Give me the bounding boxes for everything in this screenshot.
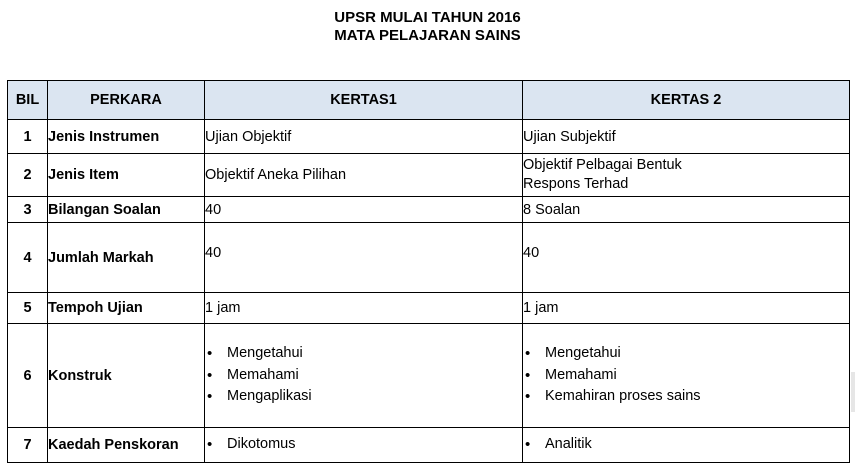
title-line-2: MATA PELAJARAN SAINS	[334, 27, 521, 44]
kertas2-line: Respons Terhad	[523, 176, 629, 192]
list-item: • Mengetahui	[205, 343, 522, 365]
row-perkara: Jumlah Markah	[48, 223, 205, 293]
row-number: 5	[8, 293, 48, 324]
kertas2-list	[523, 343, 849, 408]
kertas1-list	[205, 434, 522, 456]
kertas2-value: 1 jam	[523, 293, 850, 324]
exam-format-table	[7, 80, 850, 463]
row-number: 1	[8, 120, 48, 154]
list-item: • Memahami	[523, 365, 849, 387]
list-item: • Dikotomus	[205, 434, 522, 456]
table-row	[8, 120, 850, 154]
kertas2-value	[523, 154, 850, 197]
list-item: • Mengetahui	[523, 343, 849, 365]
row-perkara: Jenis Instrumen	[48, 120, 205, 154]
kertas2-value	[523, 324, 850, 428]
list-item: • Mengaplikasi	[205, 386, 522, 408]
kertas2-line: Objektif Pelbagai Bentuk	[523, 157, 682, 173]
row-number: 3	[8, 197, 48, 223]
header-kertas1: KERTAS1	[205, 81, 523, 120]
list-item: • Analitik	[523, 434, 849, 456]
kertas2-value	[523, 428, 850, 463]
title-line-1: UPSR MULAI TAHUN 2016	[334, 9, 521, 26]
header-bil: BIL	[8, 81, 48, 120]
row-perkara: Tempoh Ujian	[48, 293, 205, 324]
row-number: 7	[8, 428, 48, 463]
kertas1-list	[205, 343, 522, 408]
table-row	[8, 428, 850, 463]
kertas2-value: 40	[523, 223, 850, 293]
kertas1-value: Ujian Objektif	[205, 120, 523, 154]
kertas1-value: Objektif Aneka Pilihan	[205, 154, 523, 197]
kertas1-value: 1 jam	[205, 293, 523, 324]
list-item: • Memahami	[205, 365, 522, 387]
header-perkara: PERKARA	[48, 81, 205, 120]
row-number: 2	[8, 154, 48, 197]
row-perkara: Konstruk	[48, 324, 205, 428]
row-perkara: Kaedah Penskoran	[48, 428, 205, 463]
table-row	[8, 293, 850, 324]
scrollbar-fragment	[851, 372, 855, 412]
kertas1-value: 40	[205, 223, 523, 293]
kertas2-value: 8 Soalan	[523, 197, 850, 223]
table-header-row	[8, 81, 850, 120]
header-kertas2: KERTAS 2	[523, 81, 850, 120]
kertas1-value	[205, 324, 523, 428]
table-row	[8, 154, 850, 197]
row-perkara: Bilangan Soalan	[48, 197, 205, 223]
kertas1-value: 40	[205, 197, 523, 223]
page-title	[0, 9, 855, 45]
table-row	[8, 223, 850, 293]
list-item: • Kemahiran proses sains	[523, 386, 849, 408]
row-number: 4	[8, 223, 48, 293]
kertas2-list	[523, 434, 849, 456]
table-row	[8, 324, 850, 428]
row-number: 6	[8, 324, 48, 428]
table-row	[8, 197, 850, 223]
row-perkara: Jenis Item	[48, 154, 205, 197]
kertas1-value	[205, 428, 523, 463]
kertas2-value: Ujian Subjektif	[523, 120, 850, 154]
